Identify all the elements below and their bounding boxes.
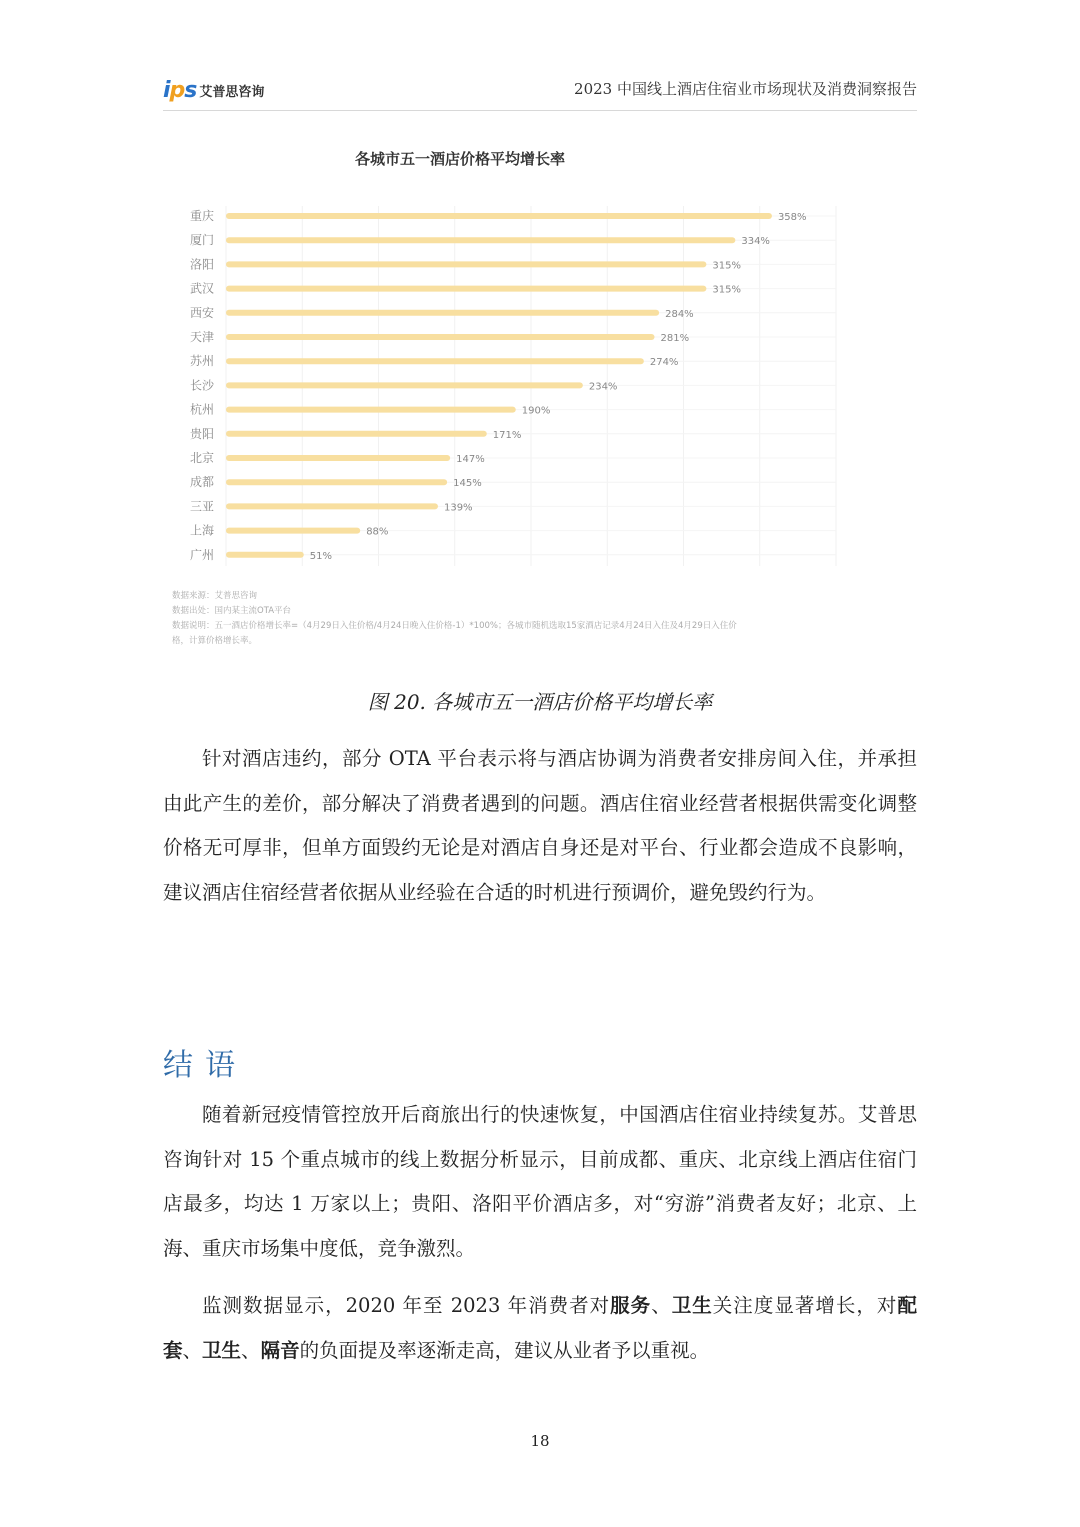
bar: [226, 382, 583, 388]
chart-svg: [163, 140, 843, 660]
category-label: 长沙: [189, 378, 214, 393]
document-title: 2023 中国线上酒店住宿业市场现状及消费洞察报告: [574, 80, 917, 98]
category-label: 苏州: [189, 354, 214, 369]
value-label: 145%: [453, 478, 482, 490]
bar-chart: [163, 140, 843, 660]
value-label: 88%: [366, 526, 389, 538]
value-label: 315%: [712, 284, 741, 296]
value-label: 139%: [443, 502, 473, 514]
bar: [226, 552, 304, 558]
bar: [226, 213, 772, 219]
value-label: 315%: [712, 260, 741, 272]
page-number: 18: [530, 1432, 550, 1450]
category-label: 三亚: [189, 499, 214, 514]
bar: [226, 479, 447, 485]
category-label: 成都: [189, 475, 214, 490]
category-label: 杭州: [189, 402, 214, 417]
chart-title: 各城市五一酒店价格平均增长率: [354, 150, 566, 168]
value-label: 274%: [649, 357, 679, 369]
category-label: 洛阳: [189, 257, 214, 272]
bar: [226, 286, 706, 292]
value-label: 281%: [660, 333, 690, 344]
logo-text: 艾普思咨询: [199, 84, 265, 100]
bar: [226, 334, 655, 340]
category-label: 西安: [189, 305, 214, 320]
bar: [226, 528, 360, 534]
value-label: 334%: [741, 236, 770, 248]
chart-note: 格，计算价格增长率。: [172, 636, 258, 646]
page-header: [163, 70, 917, 111]
chart-note: 数据出处：国内某主流OTA平台: [172, 606, 292, 616]
value-label: 147%: [456, 454, 485, 465]
value-label: 358%: [777, 212, 807, 223]
category-label: 天津: [189, 330, 214, 344]
value-label: 284%: [665, 308, 694, 320]
logo-mark: ips: [163, 77, 197, 103]
category-label: 上海: [189, 523, 214, 538]
category-label: 武汉: [189, 281, 214, 296]
chart-note: 数据说明：五一酒店价格增长率=（4月29日入住价格/4月24日晚入住价格-1）*100%；各城市随机选取15家酒店记录4月24日入住及4月29日入住价: [172, 621, 737, 631]
paragraph-conclusion-2: 监测数据显示，2020 年至 2023 年消费者对服务、卫生关注度显著增长，对配套、卫生、隔音的负面提及率逐渐走高，建议从业者予以重视。: [163, 1294, 917, 1362]
category-label: 贵阳: [189, 426, 214, 441]
bar: [226, 261, 706, 267]
bar: [226, 237, 735, 243]
bar: [226, 503, 438, 509]
bar: [226, 310, 659, 316]
category-label: 厦门: [189, 233, 214, 248]
category-label: 北京: [189, 451, 214, 465]
value-label: 190%: [521, 405, 551, 417]
chart-note: 数据来源：艾普思咨询: [172, 591, 258, 601]
value-label: 51%: [309, 550, 333, 562]
figure-caption: 图 20. 各城市五一酒店价格平均增长率: [367, 690, 713, 714]
bar: [226, 431, 487, 437]
category-label: 重庆: [189, 209, 214, 223]
section-title: 结语: [163, 1048, 247, 1083]
paragraph-conclusion-1: 随着新冠疫情管控放开后商旅出行的快速恢复，中国酒店住宿业持续复苏。艾普思咨询针对 15 个重点城市的线上数据分析显示，目前成都、重庆、北京线上酒店住宿门店最多，均达 1 万家以上；贵阳、洛阳平价酒店多，对“穷游”消费者友好；北京、上海、重庆市场集中度低，竞争激烈。: [163, 1103, 917, 1260]
bar: [226, 358, 644, 364]
bar: [226, 455, 450, 461]
paragraph-hotel-breach: 针对酒店违约，部分 OTA 平台表示将与酒店协调为消费者安排房间入住，并承担由此产生的差价，部分解决了消费者遇到的问题。酒店住宿业经营者根据供需变化调整价格无可厚非，但单方面毁约无论是对酒店自身还是对平台、行业都会造成不良影响，建议酒店住宿经营者依据从业经验在合适的时机进行预调价，避免毁约行为。: [163, 747, 917, 904]
value-label: 234%: [588, 381, 618, 393]
logo: [163, 76, 264, 104]
bar: [226, 407, 516, 413]
category-label: 广州: [189, 547, 214, 562]
value-label: 171%: [492, 429, 522, 441]
